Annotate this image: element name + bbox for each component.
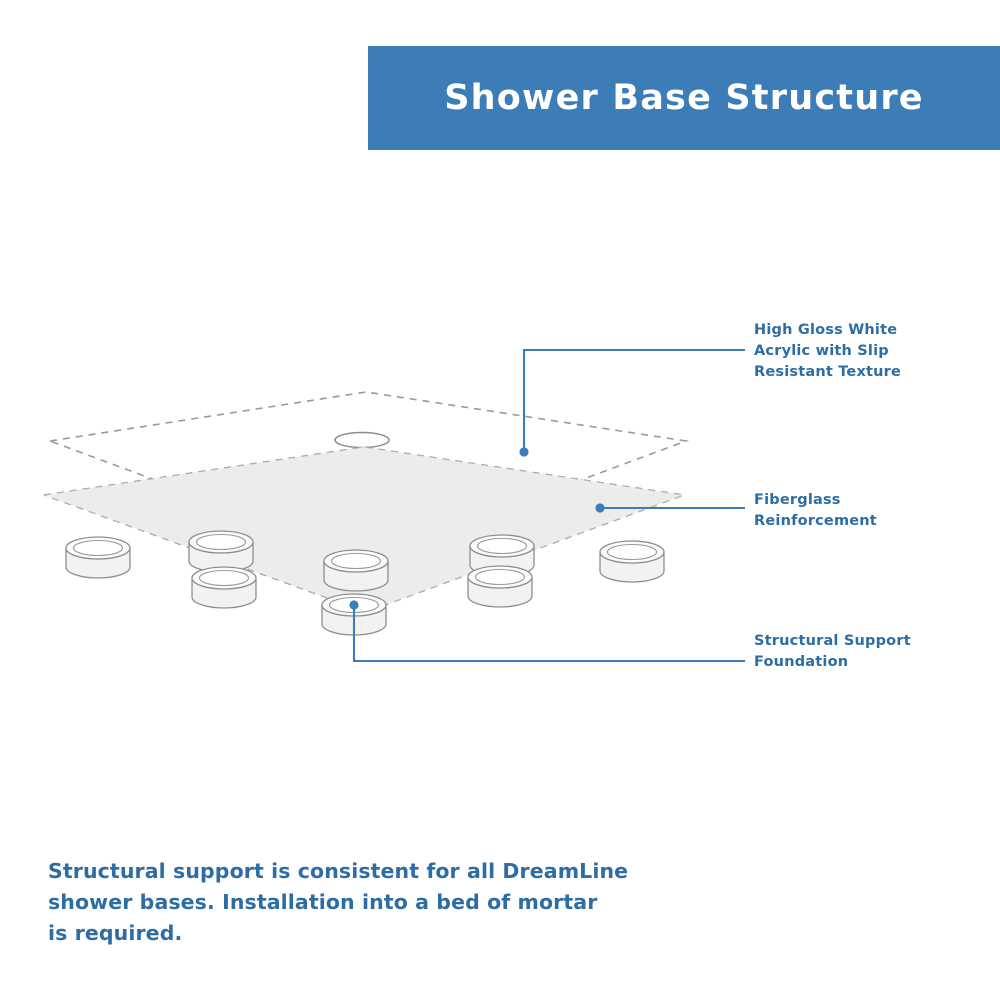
callout-support [754,631,984,673]
callout-fiberglass [754,490,984,532]
footnote [48,856,708,949]
footnote-line1: Structural support is consistent for all DreamLine [48,859,629,883]
footnote-line3: is required. [48,921,183,946]
page-title: Shower Base Structure [444,78,924,118]
support-ring [192,567,256,608]
support-ring [600,541,664,582]
support-ring [189,531,253,572]
callout-acrylic [754,320,984,383]
leader-dot-support [349,600,358,609]
callout-fiberglass-line1: Fiberglass [754,492,841,508]
callout-acrylic-line2: Acrylic with Slip [754,343,889,360]
callout-support-line2: Foundation [754,654,849,671]
callout-support-line1: Structural Support [754,633,911,649]
support-ring [66,537,130,578]
callout-acrylic-line3: Resistant Texture [754,364,902,381]
footnote-line2: shower bases. Installation into a bed of mortar [48,890,598,915]
leader-dot-acrylic [519,447,528,456]
callout-fiberglass-line2: Reinforcement [754,513,877,530]
leader-dot-fiberglass [595,503,604,512]
leader-line-acrylic [524,350,745,452]
support-ring [324,550,388,591]
support-ring [468,566,532,607]
leader-line-support [354,605,745,661]
drain-hole-icon [335,433,389,448]
callout-acrylic-line1: High Gloss White [754,322,898,338]
